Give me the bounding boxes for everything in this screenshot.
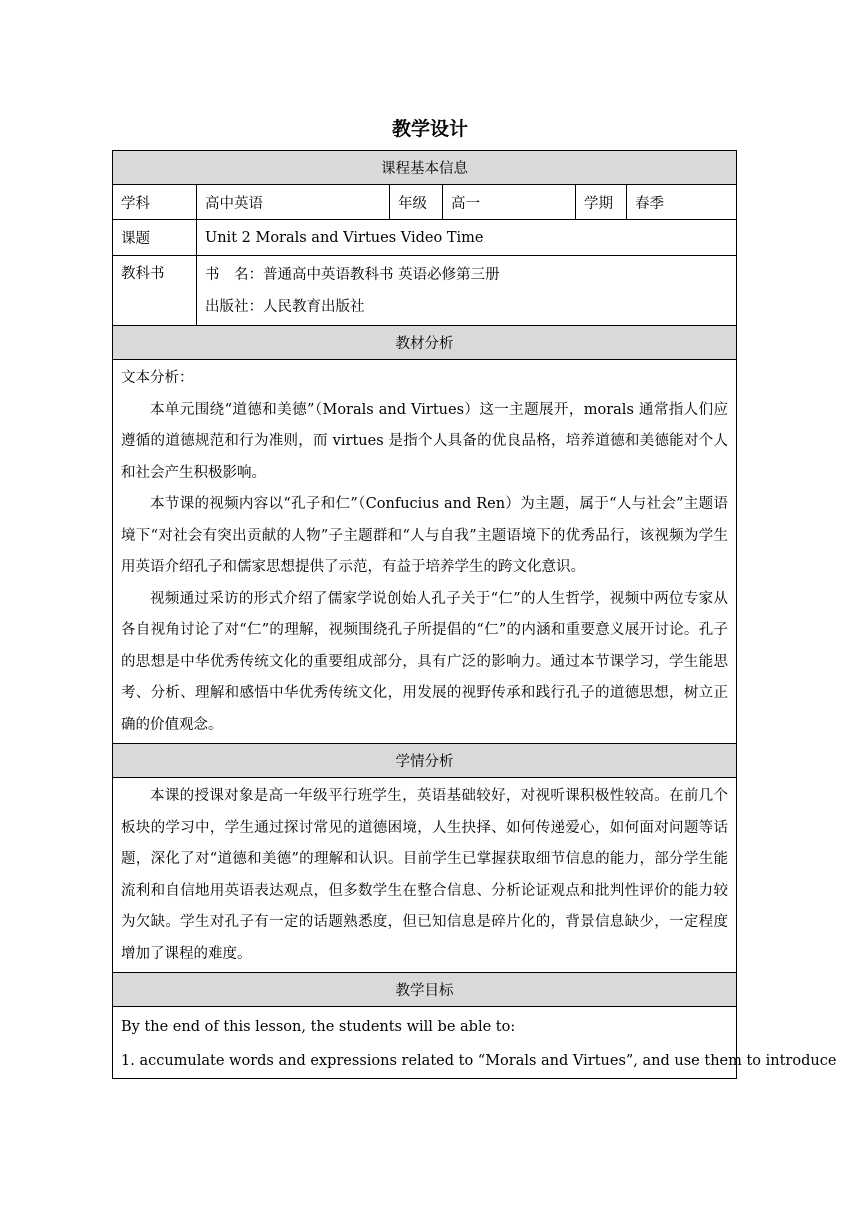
section-header-material	[113, 326, 736, 360]
lesson-plan-table	[112, 150, 837, 1079]
topic-row	[113, 220, 736, 256]
objectives-text	[113, 1007, 837, 1078]
textbook-info	[197, 256, 736, 325]
objective-item-1: 1. accumulate words and expressions related to “Morals and Virtues”, and use them to introduce	[121, 1053, 837, 1069]
grade-value: 高一	[443, 185, 576, 219]
section-title: 教材分析	[395, 336, 454, 352]
textbook-label: 教科书	[113, 256, 197, 325]
book-name-line: 书 名：普通高中英语教科书 英语必修第三册	[205, 266, 500, 283]
section-header-objectives	[113, 973, 736, 1007]
textbook-row	[113, 256, 736, 326]
objectives-intro: By the end of this lesson, the students will be able to:	[121, 1019, 516, 1035]
section-title: 教学目标	[395, 983, 454, 999]
section-header-basic-info	[113, 151, 736, 185]
basic-info-row	[113, 185, 736, 220]
section-title: 课程基本信息	[381, 161, 468, 177]
topic-value: Unit 2 Morals and Virtues Video Time	[205, 229, 484, 246]
objectives-cell	[113, 1007, 837, 1078]
material-analysis-text	[113, 360, 736, 743]
subject-value: 高中英语	[197, 185, 390, 219]
material-heading: 文本分析：	[121, 370, 194, 386]
learner-analysis-cell	[113, 778, 736, 973]
learner-paragraph: 本课的授课对象是高一年级平行班学生，英语基础较好，对视听课积极性较高。在前几个板块的学习中，学生通过探讨常见的道德困境，人生抉择、如何传递爱心，如何面对问题等话题，深化了对“道德和美德”的理解和认识。目前学生已掌握获取细节信息的能力，部分学生能流利和自信地用英语表达观点，但多数学生在整合信息、分析论证观点和批判性评价的能力较为欠缺。学生对孔子有一定的话题熟悉度，但已知信息是碎片化的，背景信息缺少，一定程度增加了课程的难度。	[121, 788, 728, 962]
term-value: 春季	[635, 195, 664, 212]
grade-label: 年级	[390, 185, 443, 219]
material-analysis-cell	[113, 360, 736, 744]
material-paragraph-2: 本节课的视频内容以“孔子和仁”（Confucius and Ren）为主题，属于“人与社会”主题语境下“对社会有突出贡献的人物”子主题群和“人与自我”主题语境下的优秀品行，该视频为学生用英语介绍孔子和儒家思想提供了示范，有益于培养学生的跨文化意识。	[121, 496, 728, 575]
subject-label: 学科	[113, 185, 197, 219]
term-label: 学期	[576, 185, 627, 219]
topic-label: 课题	[113, 220, 197, 255]
publisher-line: 出版社：人民教育出版社	[205, 298, 365, 315]
material-paragraph-3: 视频通过采访的形式介绍了儒家学说创始人孔子关于“仁”的人生哲学，视频中两位专家从各自视角讨论了对“仁”的理解，视频围绕孔子所提倡的“仁”的内涵和重要意义展开讨论。孔子的思想是中华优秀传统文化的重要组成部分，具有广泛的影响力。通过本节课学习，学生能思考、分析、理解和感悟中华优秀传统文化，用发展的视野传承和践行孔子的道德思想，树立正确的价值观念。	[121, 590, 728, 733]
section-title: 学情分析	[395, 754, 454, 770]
learner-analysis-text	[113, 778, 736, 972]
section-header-learner	[113, 744, 736, 778]
page-title: 教学设计	[391, 118, 468, 140]
material-paragraph-1: 本单元围绕“道德和美德”（Morals and Virtues）这一主题展开，morals 通常指人们应遵循的道德规范和行为准则，而 virtues 是指个人具备的优良品格，培养道德和美德能对个人和社会产生积极影响。	[121, 401, 728, 481]
